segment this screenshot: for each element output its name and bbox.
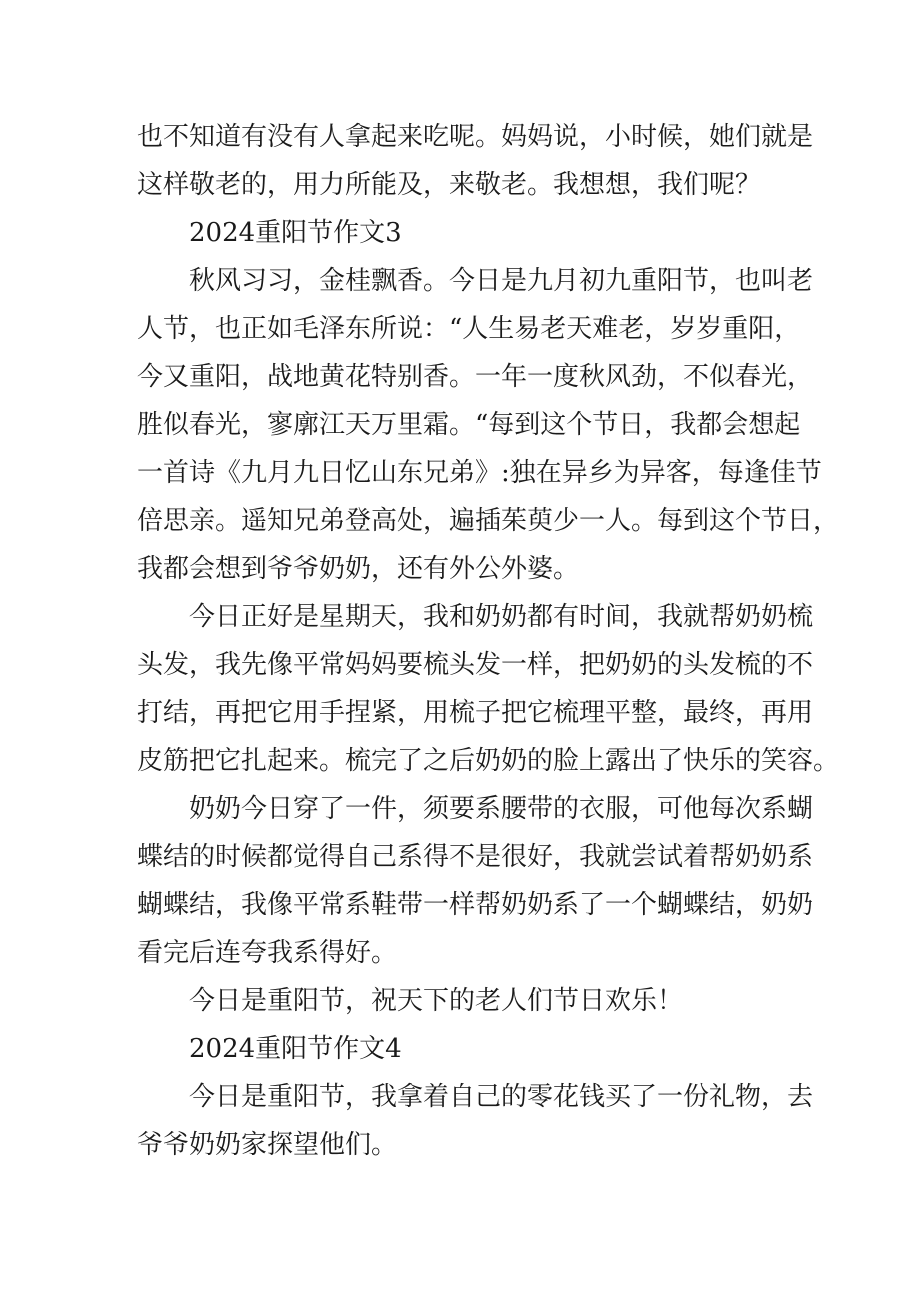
text-line: 今又重阳，战地黄花特别香。一年一度秋风劲，不似春光， [137, 362, 814, 392]
text-line: 秋风习习，金桂飘香。今日是九月初九重阳节，也叫老 [189, 266, 814, 296]
text-line: 这样敬老的，用力所能及，来敬老。我想想，我们呢？ [137, 170, 762, 200]
text-line: 人节，也正如毛泽东所说：“人生易老天难老，岁岁重阳， [137, 314, 801, 344]
text-line: 今日是重阳节，祝天下的老人们节日欢乐！ [189, 986, 684, 1016]
text-line: 我都会想到爷爷奶奶，还有外公外婆。 [137, 554, 580, 584]
section-heading: 2024重阳节作文4 [189, 1034, 402, 1064]
text-line: 倍思亲。遥知兄弟登高处，遍插茱萸少一人。每到这个节日， [137, 506, 840, 536]
text-line: 看完后连夸我系得好。 [137, 938, 398, 968]
text-line: 蝴蝶结，我像平常系鞋带一样帮奶奶系了一个蝴蝶结，奶奶 [137, 890, 814, 920]
text-line: 一首诗《九月九日忆山东兄弟》:独在异乡为异客，每逢佳节 [137, 458, 822, 488]
text-line: 也不知道有没有人拿起来吃呢。妈妈说，小时候，她们就是 [137, 122, 814, 152]
text-line: 皮筋把它扎起来。梳完了之后奶奶的脸上露出了快乐的笑容。 [137, 746, 840, 776]
text-line: 胜似春光，寥廓江天万里霜。“每到这个节日，我都会想起 [137, 410, 801, 440]
text-line: 爷爷奶奶家探望他们。 [137, 1130, 398, 1160]
text-line: 头发，我先像平常妈妈要梳头发一样，把奶奶的头发梳的不 [137, 650, 814, 680]
text-line: 今日正好是星期天，我和奶奶都有时间，我就帮奶奶梳 [189, 602, 814, 632]
text-line: 打结，再把它用手捏紧，用梳子把它梳理平整，最终，再用 [137, 698, 814, 728]
text-line: 今日是重阳节，我拿着自己的零花钱买了一份礼物，去 [189, 1082, 814, 1112]
section-heading: 2024重阳节作文3 [189, 218, 402, 248]
text-line: 奶奶今日穿了一件，须要系腰带的衣服，可他每次系蝴 [189, 794, 814, 824]
text-line: 蝶结的时候都觉得自己系得不是很好，我就尝试着帮奶奶系 [137, 842, 814, 872]
